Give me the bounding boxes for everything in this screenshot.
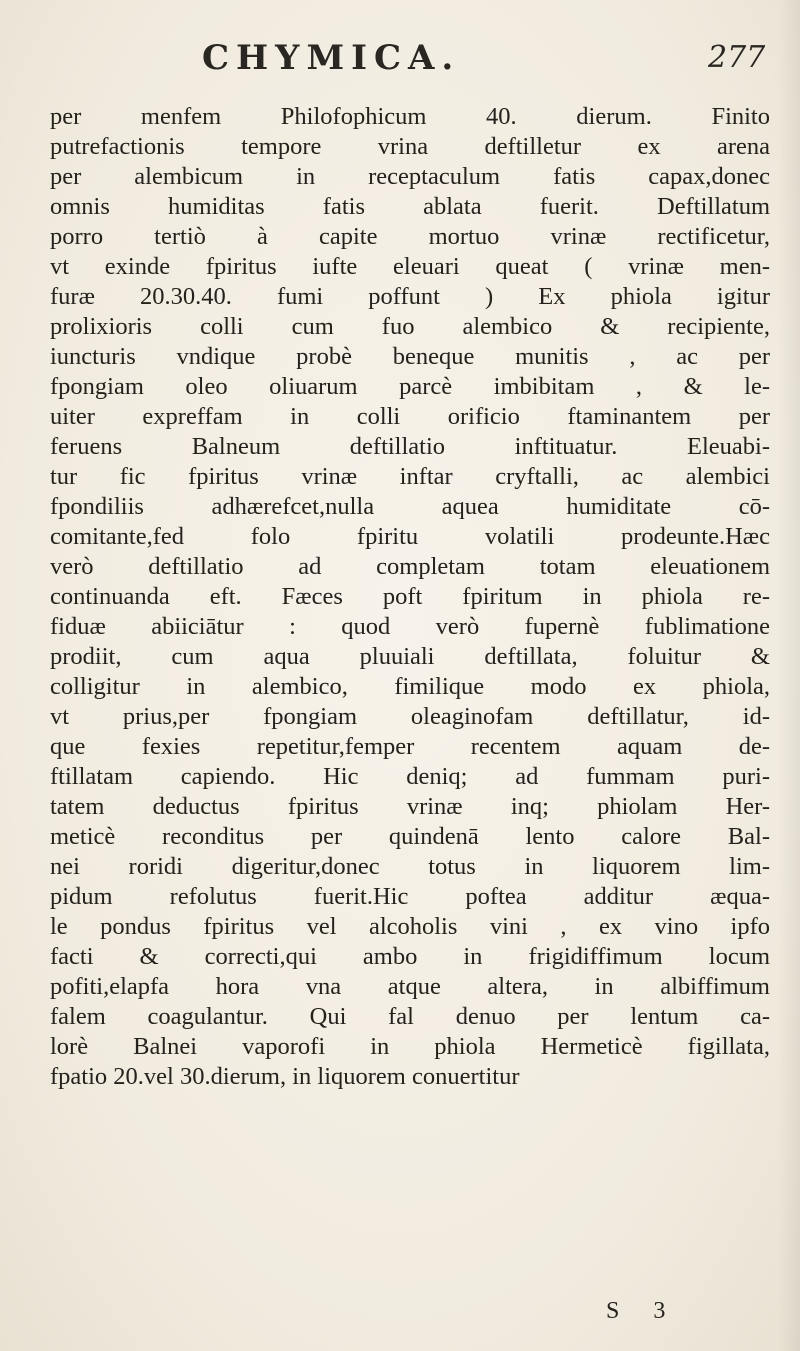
text-line: fpondiliis adhærefcet,nulla aquea humiditate cō- xyxy=(50,493,770,520)
text-line: feruens Balneum deftillatio inftituatur. Eleuabi- xyxy=(50,433,770,460)
text-line: omnis humiditas fatis ablata fuerit. Deftillatum xyxy=(50,193,770,220)
signature-mark: S 3 xyxy=(606,1298,680,1324)
text-line: colligitur in alembico, fimilique modo ex phiola, xyxy=(50,673,770,700)
text-line: le pondus fpiritus vel alcoholis vini , ex vino ipfo xyxy=(50,913,770,940)
text-line: tur fic fpiritus vrinæ inftar cryftalli, ac alembici xyxy=(50,463,770,490)
text-line: per menfem Philofophicum 40. dierum. Finito xyxy=(50,103,770,130)
page-edge-shadow xyxy=(778,0,800,1351)
text-line: per alembicum in receptaculum fatis capax,donec xyxy=(50,163,770,190)
text-line: uiter expreffam in colli orificio ftaminantem per xyxy=(50,403,770,430)
text-line: pidum refolutus fuerit.Hic poftea additur æqua- xyxy=(50,883,770,910)
text-line: comitante,fed folo fpiritu volatili prodeunte.Hæc xyxy=(50,523,770,550)
text-line: tatem deductus fpiritus vrinæ inq; phiolam Her- xyxy=(50,793,770,820)
text-line: continuanda eft. Fæces poft fpiritum in phiola re- xyxy=(50,583,770,610)
text-line: porro tertiò à capite mortuo vrinæ rectificetur, xyxy=(50,223,770,250)
body-text xyxy=(50,102,770,1092)
page-header xyxy=(0,14,800,84)
text-line: nei roridi digeritur,donec totus in liquorem lim- xyxy=(50,853,770,880)
running-title: CHYMICA. xyxy=(202,38,461,78)
text-line: prodiit, cum aqua pluuiali deftillata, foluitur & xyxy=(50,643,770,670)
text-line: vt exinde fpiritus iufte eleuari queat ( vrinæ men- xyxy=(50,253,770,280)
text-line: facti & correcti,qui ambo in frigidiffimum locum xyxy=(50,943,770,970)
text-line: pofiti,elapfa hora vna atque altera, in albiffimum xyxy=(50,973,770,1000)
text-line: meticè reconditus per quindenā lento calore Bal- xyxy=(50,823,770,850)
text-line: vt prius,per fpongiam oleaginofam deftillatur, id- xyxy=(50,703,770,730)
text-line: prolixioris colli cum fuo alembico & recipiente, xyxy=(50,313,770,340)
text-line: ftillatam capiendo. Hic deniq; ad fummam puri- xyxy=(50,763,770,790)
text-line: fpongiam oleo oliuarum parcè imbibitam , & le- xyxy=(50,373,770,400)
text-line: fiduæ abiiciātur : quod verò fupernè fublimatione xyxy=(50,613,770,640)
text-line: verò deftillatio ad completam totam eleuationem xyxy=(50,553,770,580)
text-line: falem coagulantur. Qui fal denuo per lentum ca- xyxy=(50,1003,770,1030)
text-line: fpatio 20.vel 30.dierum, in liquorem conuertitur xyxy=(50,1063,520,1090)
text-line: lorè Balnei vaporofi in phiola Hermeticè figillata, xyxy=(50,1033,770,1060)
text-line: furæ 20.30.40. fumi poffunt ) Ex phiola igitur xyxy=(50,283,770,310)
text-line: que fexies repetitur,femper recentem aquam de- xyxy=(50,733,770,760)
text-line: putrefactionis tempore vrina deftilletur ex arena xyxy=(50,133,770,160)
text-line: iuncturis vndique probè beneque munitis , ac per xyxy=(50,343,770,370)
page-number: 277 xyxy=(708,40,766,75)
